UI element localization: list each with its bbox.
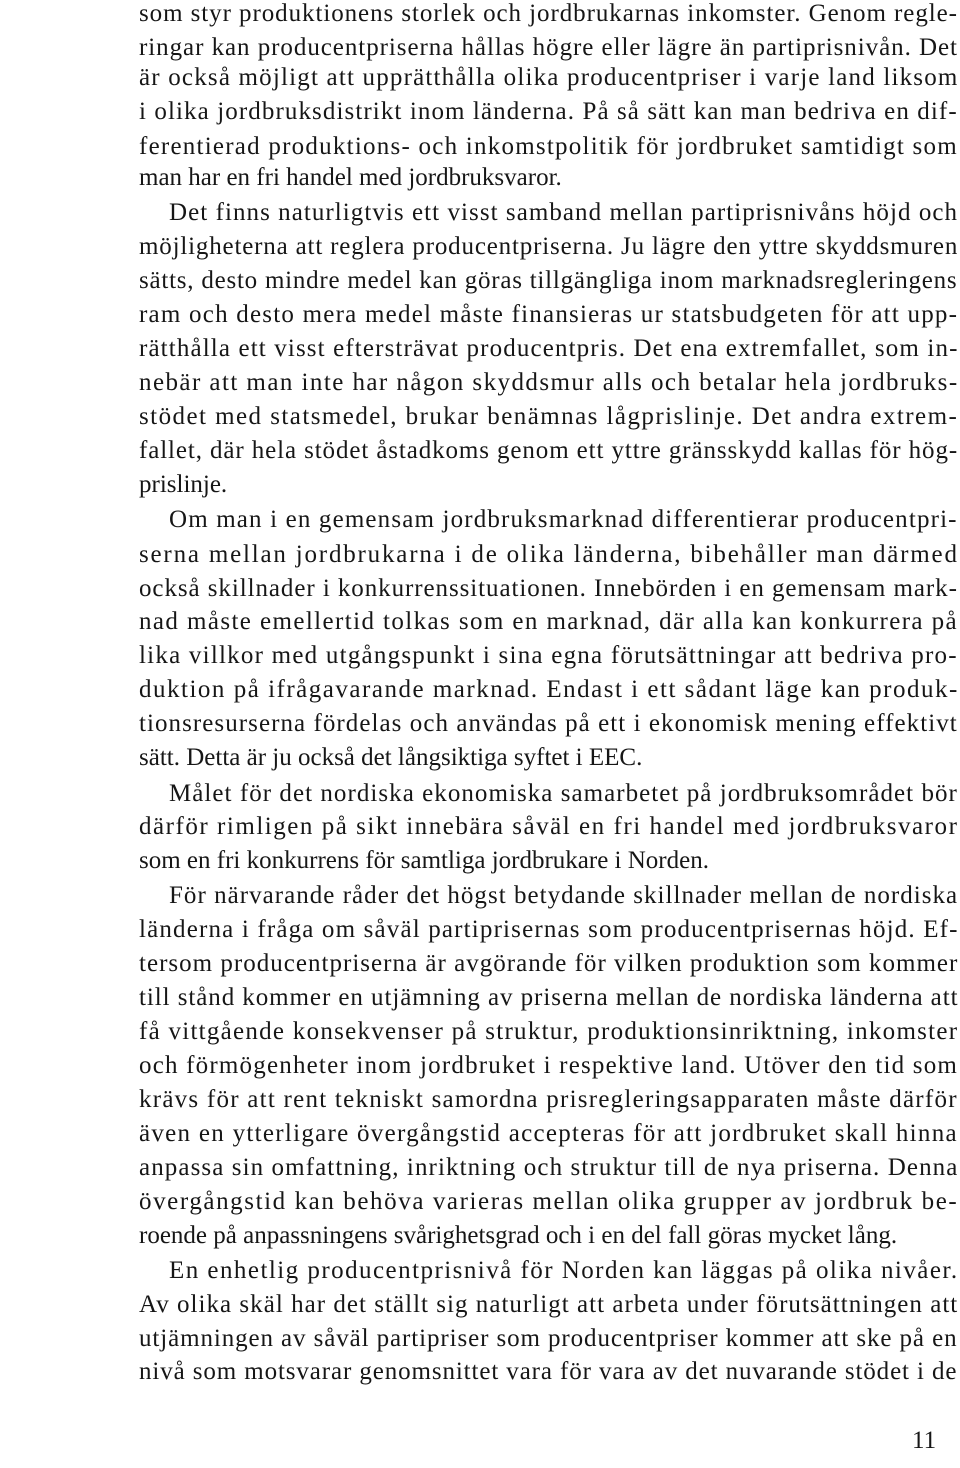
- text-line-8: möjligheterna att reglera producentpriserna. Ju lägre den yttre skyddsmuren: [139, 233, 959, 260]
- text-line-38: En enhetlig producentprisnivå för Norden kan läggas på olika nivåer.: [169, 1257, 959, 1284]
- text-line-6: man har en fri handel med jordbruksvaror.: [139, 164, 562, 191]
- text-line-19: nad måste emellertid tolkas som en marknad, där alla kan konkurrera på: [139, 608, 958, 635]
- text-line-13: stödet med statsmedel, brukar benämnas lågprislinje. Det andra extrem-: [139, 403, 959, 430]
- text-line-2: ringar kan producentpriserna hållas högre eller lägre än partiprisnivån. Det: [139, 34, 958, 61]
- text-line-12: nebär att man inte har någon skyddsmur alls och betalar hela jordbruks-: [139, 369, 959, 396]
- text-line-40: utjämningen av såväl partipriser som producentpriser kommer att ske på en: [139, 1325, 958, 1352]
- text-line-36: övergångstid kan behöva varieras mellan olika grupper av jordbruk be-: [139, 1188, 959, 1215]
- text-line-3: är också möjligt att upprätthålla olika producentpriser i varje land liksom: [139, 64, 959, 91]
- page-number: 11: [912, 1427, 937, 1454]
- text-line-32: och förmögenheter inom jordbruket i respektive land. Utöver den tid som: [139, 1052, 959, 1079]
- text-line-20: lika villkor med utgångspunkt i sina egna förutsättningar att bedriva pro-: [139, 642, 958, 669]
- text-line-37: roende på anpassningens svårighetsgrad och i en del fall göras mycket lång.: [139, 1222, 898, 1249]
- text-line-10: ram och desto mera medel måste finansieras ur statsbudgeten för att upp-: [139, 301, 959, 328]
- text-line-41: nivå som motsvarar genomsnittet vara för vara av det nuvarande stödet i de: [139, 1358, 958, 1385]
- text-line-25: därför rimligen på sikt innebära såväl en fri handel med jordbruksvaror: [139, 813, 959, 840]
- text-line-9: sätts, desto mindre medel kan göras tillgängliga inom marknadsregleringens: [139, 267, 958, 294]
- text-line-1: som styr produktionens storlek och jordbrukarnas inkomster. Genom regle-: [139, 0, 958, 27]
- text-line-22: tionsresurserna fördelas och användas på ett i ekonomisk mening effektivt: [139, 710, 958, 737]
- text-line-21: duktion på ifrågavarande marknad. Endast i ett sådant läge kan produk-: [139, 676, 959, 703]
- text-line-5: ferentierad produktions- och inkomstpolitik för jordbruket samtidigt som: [139, 133, 958, 160]
- text-line-30: till stånd kommer en utjämning av priserna mellan de nordiska länderna att: [139, 984, 959, 1011]
- text-line-16: Om man i en gemensam jordbruksmarknad differentierar producentpri-: [169, 506, 958, 533]
- text-line-11: rätthålla ett visst eftersträvat producentpris. Det ena extremfallet, som in-: [139, 335, 959, 362]
- text-line-29: tersom producentpriserna är avgörande för vilken produktion som kommer: [139, 950, 959, 977]
- text-line-26: som en fri konkurrens för samtliga jordbrukare i Norden.: [139, 847, 709, 874]
- text-line-24: Målet för det nordiska ekonomiska samarbetet på jordbruksområdet bör: [169, 780, 958, 807]
- text-line-27: För närvarande råder det högst betydande skillnader mellan de nordiska: [169, 882, 959, 909]
- text-line-15: prislinje.: [139, 471, 228, 498]
- text-line-7: Det finns naturligtvis ett visst samband mellan partiprisnivåns höjd och: [169, 199, 959, 226]
- text-line-18: också skillnader i konkurrenssituationen. Innebörden i en gemensam mark-: [139, 575, 958, 602]
- text-line-14: fallet, där hela stödet åstadkoms genom ett yttre gränsskydd kallas för hög-: [139, 437, 959, 464]
- text-line-4: i olika jordbruksdistrikt inom länderna. På så sätt kan man bedriva en dif-: [139, 98, 958, 125]
- text-line-17: serna mellan jordbrukarna i de olika länderna, bibehåller man därmed: [139, 541, 959, 568]
- text-line-35: anpassa sin omfattning, inriktning och struktur till de nya priserna. Denna: [139, 1154, 959, 1181]
- text-line-31: få vittgående konsekvenser på struktur, produktionsinriktning, inkomster: [139, 1018, 959, 1045]
- text-line-34: även en ytterligare övergångstid accepteras för att jordbruket skall hinna: [139, 1120, 958, 1147]
- text-line-39: Av olika skäl har det ställt sig naturligt att arbeta under förutsättningen att: [139, 1291, 959, 1318]
- text-line-23: sätt. Detta är ju också det långsiktiga syftet i EEC.: [139, 744, 643, 771]
- text-line-33: krävs för att rent tekniskt samordna prisregleringsapparaten måste därför: [139, 1086, 958, 1113]
- text-line-28: länderna i fråga om såväl partiprisernas som producentprisernas höjd. Ef-: [139, 916, 959, 943]
